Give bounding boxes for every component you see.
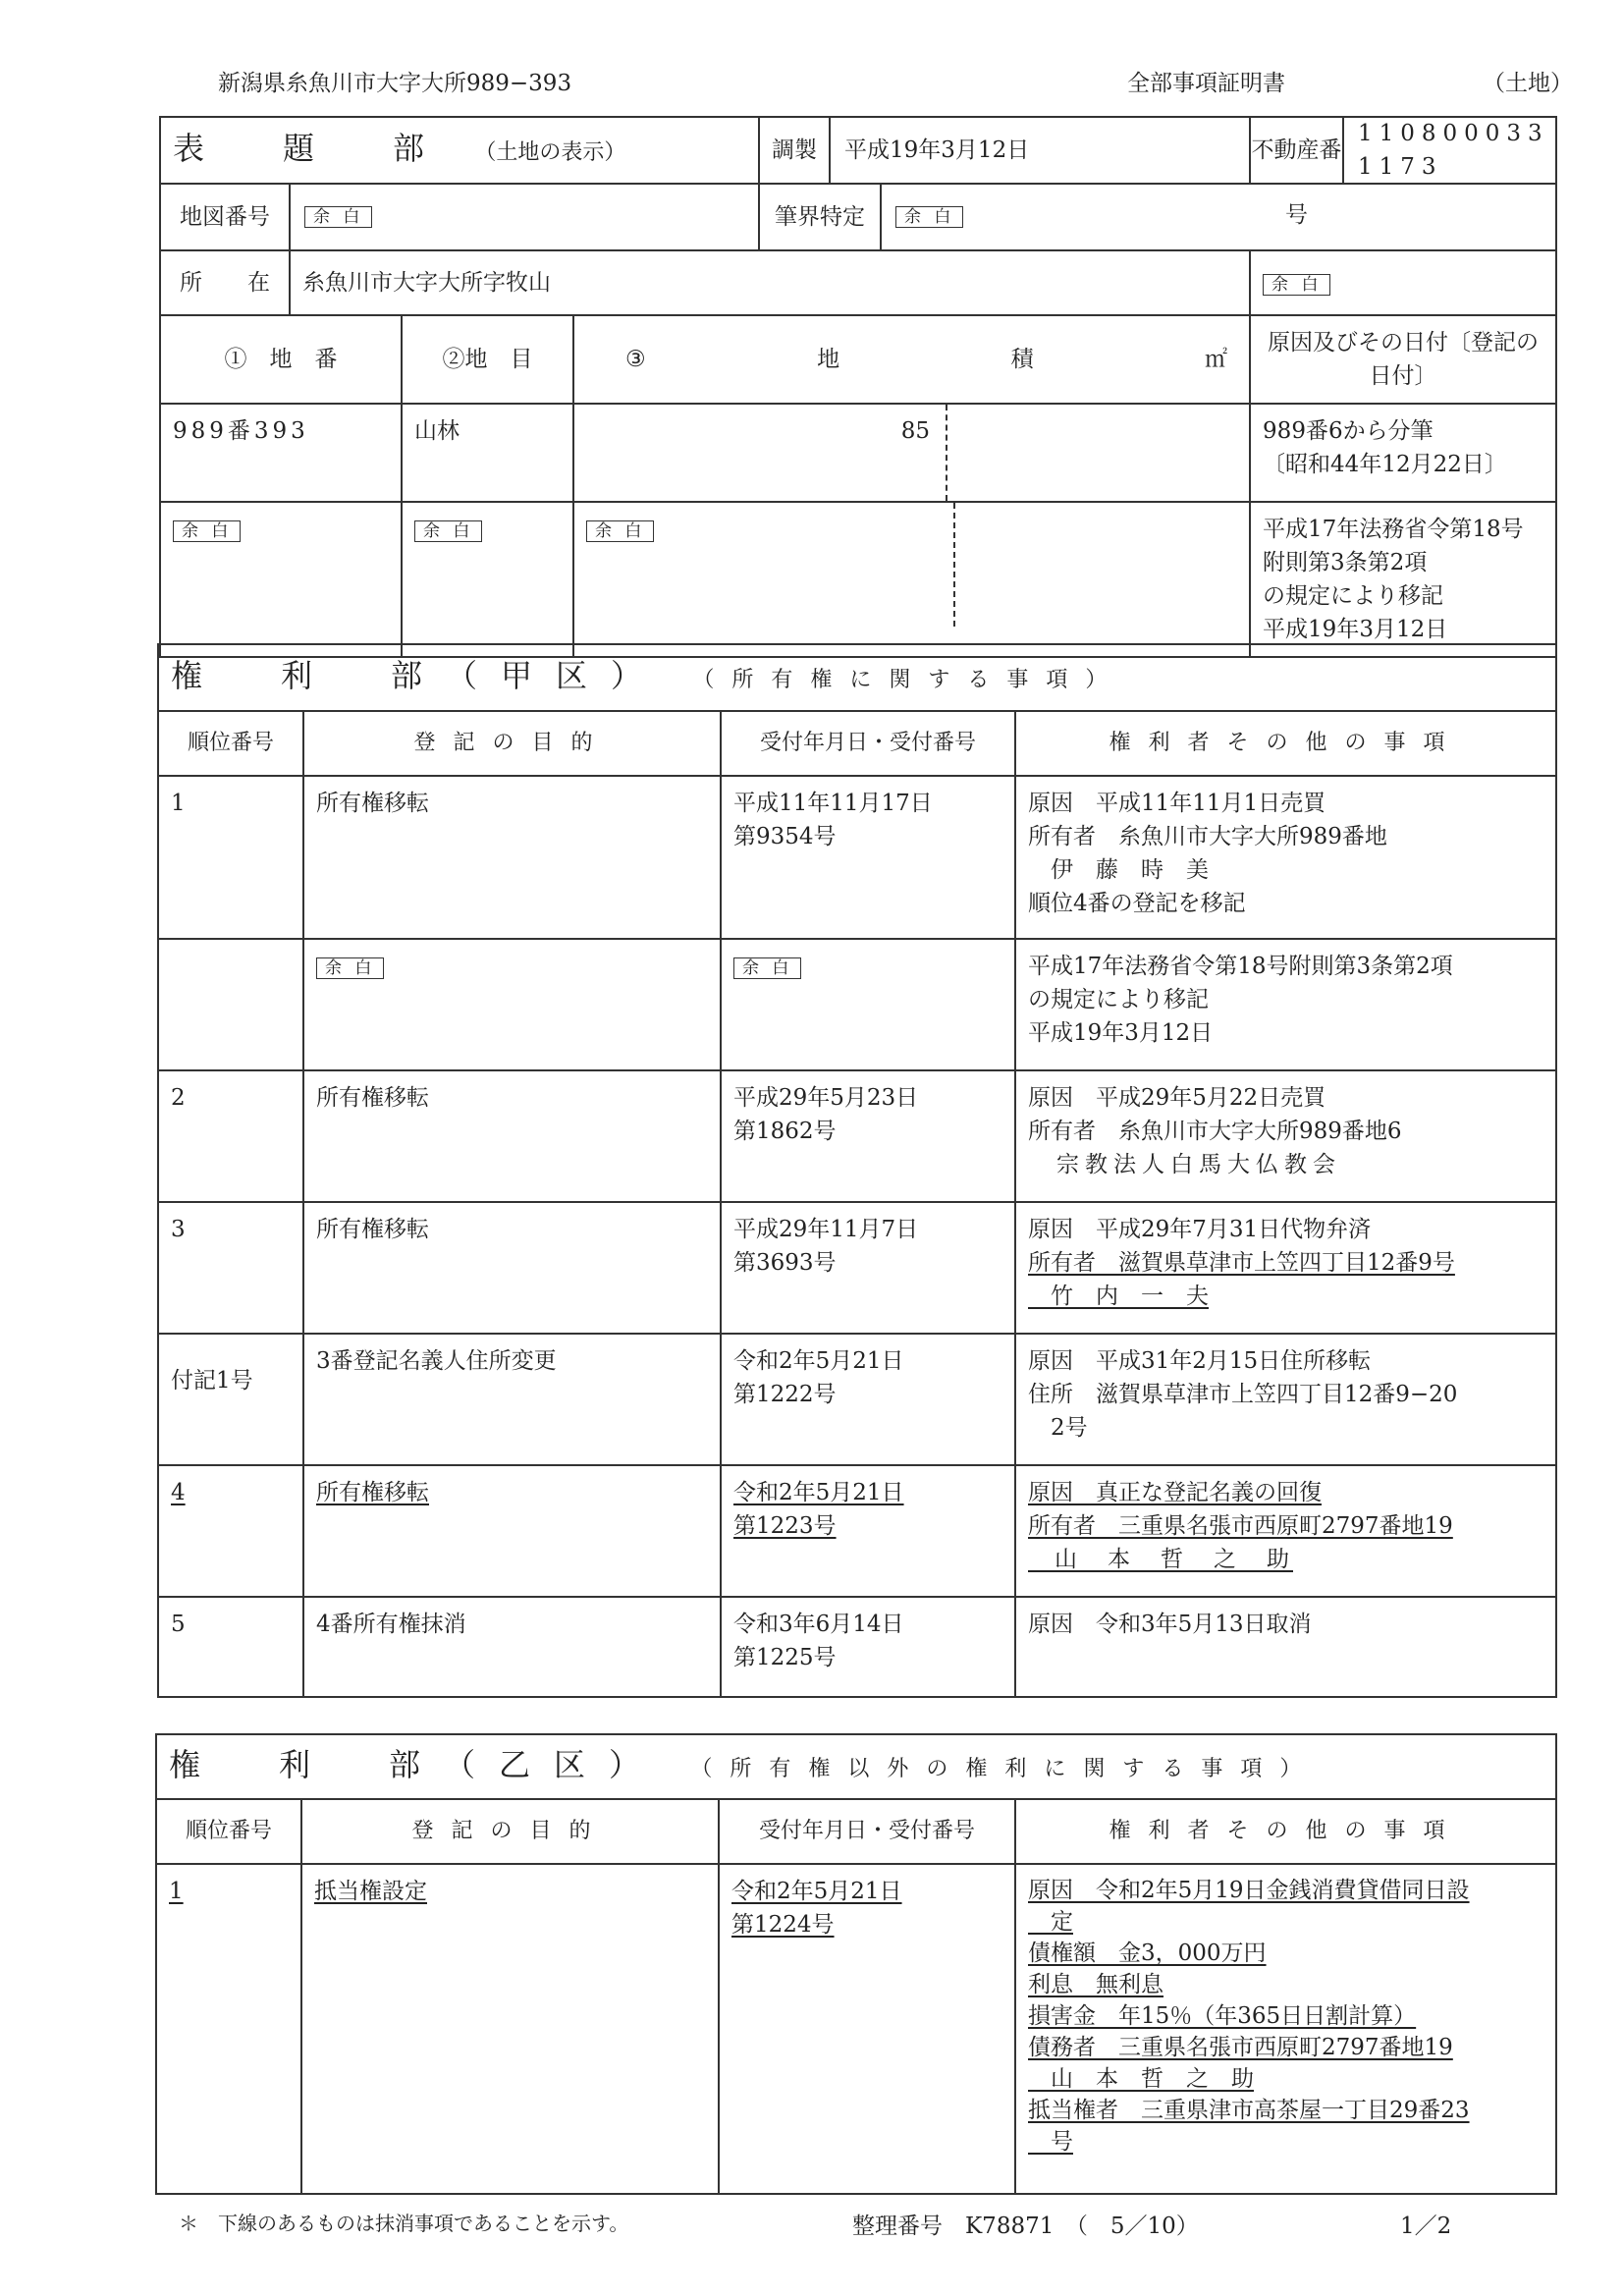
shozai-cell	[160, 250, 1250, 315]
hikkai-value: 余 白	[895, 206, 963, 228]
hyodai-title-cell	[160, 117, 759, 184]
kou-r2-recv-cell	[721, 939, 1015, 1070]
table-row	[158, 776, 1556, 939]
otsu-subtitle: （所有権以外の権利に関する事項）	[690, 1756, 1320, 1781]
row1-chiban: 989番393	[160, 404, 402, 502]
chosei-value: 平成19年3月12日	[844, 137, 1030, 163]
kou-r7-recv-date: 令和3年6月14日	[733, 1612, 904, 1637]
col-chiseki-num: ③	[625, 347, 646, 372]
detail-line: 順位4番の登記を移記	[1028, 891, 1246, 916]
kou-r4-recv-no: 第3693号	[733, 1250, 837, 1276]
kou-r4-recv	[721, 1202, 1015, 1334]
chosei-label: 調製	[760, 118, 831, 183]
otsu-r1-purpose: 抵当権設定	[301, 1864, 719, 2194]
kou-r3-purpose: 所有権移転	[303, 1070, 721, 1202]
col-chiseki-header	[573, 315, 1250, 404]
kou-r7-purpose: 4番所有権抹消	[303, 1597, 721, 1697]
kou-r2-num	[158, 939, 303, 1070]
shozai-note-cell	[1250, 250, 1556, 315]
chizu-value: 余 白	[304, 206, 372, 228]
detail-line: 損害金 年15％（年365日日割計算）	[1028, 2003, 1417, 2029]
chizu-label: 地図番号	[161, 185, 291, 249]
kou-subtitle: （所有権に関する事項）	[692, 667, 1125, 692]
table-row	[156, 1864, 1556, 2194]
otsu-title: 権 利 部（乙区）	[169, 1745, 665, 1783]
kou-r7-detail	[1015, 1597, 1556, 1697]
hikkai-cell	[759, 184, 1556, 250]
row1-chiseki: 85	[574, 405, 947, 501]
kou-title: 権 利 部（甲区）	[171, 656, 667, 694]
kou-r5-recv-no: 第1222号	[733, 1382, 837, 1407]
fudosan-value: 1108000331173	[1357, 121, 1549, 180]
col-chiban-header: ① 地 番	[160, 315, 402, 404]
kou-r5-recv-date: 令和2年5月21日	[733, 1348, 904, 1374]
shozai-value: 糸魚川市大字大所字牧山	[302, 270, 551, 296]
detail-line: 債務者 三重県名張市西原町2797番地19	[1028, 2035, 1453, 2060]
kou-title-cell	[158, 644, 1556, 711]
detail-line: 原因 令和2年5月19日金銭消費貸借同日設	[1028, 1878, 1470, 1903]
table-row	[158, 1202, 1556, 1334]
table-row	[158, 939, 1556, 1070]
row2-cause-line: の規定により移記	[1263, 583, 1444, 609]
row2-chimoku-cell	[402, 502, 573, 657]
detail-line: 号	[1028, 2129, 1073, 2155]
kou-r5-purpose: 3番登記名義人住所変更	[303, 1334, 721, 1465]
shozai-note: 余 白	[1263, 274, 1330, 296]
kou-r2-purpose: 余 白	[316, 957, 384, 979]
detail-line: の規定により移記	[1028, 987, 1209, 1012]
kou-r1-purpose: 所有権移転	[303, 776, 721, 939]
kou-r3-recv-date: 平成29年5月23日	[733, 1085, 919, 1111]
detail-line: 抵当権者 三重県津市高茶屋一丁目29番23	[1028, 2098, 1470, 2123]
footer-page: 1／2	[1400, 2214, 1452, 2239]
otsu-r1-recv-no: 第1224号	[731, 1912, 835, 1938]
detail-line: 平成17年法務省令第18号附則第3条第2項	[1028, 954, 1453, 979]
table-row	[158, 1334, 1556, 1465]
kou-r1-recv-no: 第9354号	[733, 824, 837, 849]
row1-chiseki-cell	[573, 404, 1250, 502]
kou-r7-recv-no: 第1225号	[733, 1645, 837, 1670]
row1-cause	[1250, 404, 1556, 502]
chosei-cell	[759, 117, 1250, 184]
row2-cause-line: 平成19年3月12日	[1263, 617, 1448, 642]
kou-r5-detail	[1015, 1334, 1556, 1465]
row2-chimoku: 余 白	[414, 520, 482, 542]
kou-r6-recv	[721, 1465, 1015, 1597]
row2-cause-line: 平成17年法務省令第18号附則第3条第2項	[1263, 517, 1524, 575]
kou-r7-num: 5	[158, 1597, 303, 1697]
row2-chiban: 余 白	[173, 520, 241, 542]
kou-r1-num: 1	[158, 776, 303, 939]
kou-r4-purpose: 所有権移転	[303, 1202, 721, 1334]
fudosan-cell	[1250, 117, 1556, 228]
col-chiseki-a: 地	[817, 347, 840, 372]
detail-line: 山 本 哲 之 助	[1028, 2066, 1254, 2092]
kou-col-detail: 権利者その他の事項	[1015, 711, 1556, 776]
detail-line: 竹 内 一 夫	[1028, 1284, 1209, 1309]
kou-r1-detail	[1015, 776, 1556, 939]
kou-r6-num: 4	[158, 1465, 303, 1597]
fudosan-label: 不動産番号	[1251, 118, 1344, 183]
kou-r6-recv-no: 第1223号	[733, 1513, 837, 1539]
detail-line: 原因 平成11年11月1日売買	[1028, 791, 1326, 816]
otsu-r1-recv	[719, 1864, 1015, 2194]
otsu-r1-num: 1	[156, 1864, 301, 2194]
detail-line: 所有者 糸魚川市大字大所989番地	[1028, 824, 1387, 849]
detail-line: 原因 平成31年2月15日住所移転	[1028, 1348, 1372, 1374]
hikkai-label: 筆界特定	[760, 185, 882, 249]
detail-line: 山 本 哲 之 助	[1028, 1547, 1293, 1572]
kou-r6-detail	[1015, 1465, 1556, 1597]
col-cause-header: 原因及びその日付〔登記の日付〕	[1250, 315, 1556, 404]
kou-r3-recv	[721, 1070, 1015, 1202]
otsu-col-detail: 権利者その他の事項	[1015, 1799, 1556, 1864]
kou-col-recv: 受付年月日・受付番号	[721, 711, 1015, 776]
detail-line: 原因 平成29年5月22日売買	[1028, 1085, 1326, 1111]
row1-cause-line: 〔昭和44年12月22日〕	[1263, 452, 1507, 477]
detail-line: 平成19年3月12日	[1028, 1020, 1214, 1046]
kou-r3-recv-no: 第1862号	[733, 1119, 837, 1144]
kou-r6-recv-date: 令和2年5月21日	[733, 1480, 904, 1505]
otsu-title-cell	[156, 1734, 1556, 1799]
kou-r2-recv: 余 白	[733, 957, 801, 979]
otsu-r1-recv-date: 令和2年5月21日	[731, 1879, 902, 1904]
detail-line: 利息 無利息	[1028, 1972, 1163, 1997]
detail-line: 所有者 三重県名張市西原町2797番地19	[1028, 1513, 1453, 1539]
otsu-col-num: 順位番号	[156, 1799, 301, 1864]
footer-seiri: 整理番号 K78871 （ 5／10）	[852, 2214, 1199, 2239]
row2-chiban-cell	[160, 502, 402, 657]
kou-r4-num: 3	[158, 1202, 303, 1334]
detail-line: 債権額 金3，000万円	[1028, 1941, 1267, 1966]
kou-r7-recv	[721, 1597, 1015, 1697]
kou-r3-num: 2	[158, 1070, 303, 1202]
detail-line: 宗教法人白馬大仏教会	[1028, 1152, 1341, 1177]
kou-col-num: 順位番号	[158, 711, 303, 776]
shozai-label: 所 在	[161, 251, 291, 314]
table-row	[158, 1465, 1556, 1597]
detail-line: 住所 滋賀県草津市上笠四丁目12番9−20	[1028, 1382, 1458, 1407]
col-chiseki-unit: ㎡	[1205, 347, 1228, 372]
kou-r4-detail	[1015, 1202, 1556, 1334]
row2-chiseki: 余 白	[586, 520, 654, 542]
row2-chiseki-cell	[573, 502, 1250, 657]
header-address: 新潟県糸魚川市大字大所989−393	[218, 71, 572, 96]
kou-r4-recv-date: 平成29年11月7日	[733, 1217, 919, 1242]
detail-line: 原因 平成29年7月31日代物弁済	[1028, 1217, 1372, 1242]
chizu-cell	[160, 184, 759, 250]
kou-r5-num: 付記1号	[158, 1334, 303, 1465]
footer-note: ＊ 下線のあるものは抹消事項であることを示す。	[179, 2212, 629, 2235]
col-chiseki-b: 積	[1010, 347, 1034, 372]
table-row	[158, 1070, 1556, 1202]
kou-col-purpose: 登記の目的	[303, 711, 721, 776]
kou-r3-detail	[1015, 1070, 1556, 1202]
detail-line: 伊 藤 時 美	[1028, 857, 1209, 883]
kou-r6-purpose: 所有権移転	[303, 1465, 721, 1597]
detail-line: 所有者 糸魚川市大字大所989番地6	[1028, 1119, 1402, 1144]
otsu-table	[155, 1733, 1557, 2195]
detail-line: 2号	[1028, 1415, 1088, 1441]
detail-line: 定	[1028, 1909, 1073, 1935]
header-cert-title: 全部事項証明書	[1127, 71, 1285, 96]
hyodai-subtitle: （土地の表示）	[474, 139, 626, 165]
detail-line: 所有者 滋賀県草津市上笠四丁目12番9号	[1028, 1250, 1455, 1276]
otsu-col-recv: 受付年月日・受付番号	[719, 1799, 1015, 1864]
header-type: （土地）	[1483, 71, 1573, 96]
kou-r1-recv	[721, 776, 1015, 939]
kou-r2-purpose-cell	[303, 939, 721, 1070]
kou-table	[157, 643, 1557, 1698]
kou-r1-recv-date: 平成11年11月17日	[733, 791, 933, 816]
detail-line: 原因 真正な登記名義の回復	[1028, 1480, 1322, 1505]
row1-cause-line: 989番6から分筆	[1263, 418, 1434, 444]
hyodai-table	[159, 116, 1557, 658]
kou-r5-recv	[721, 1334, 1015, 1465]
kou-r2-detail	[1015, 939, 1556, 1070]
hyodai-title: 表 題 部	[173, 129, 449, 167]
row1-chimoku: 山林	[402, 404, 573, 502]
otsu-r1-detail	[1015, 1864, 1556, 2194]
row2-cause	[1250, 502, 1556, 657]
otsu-col-purpose: 登記の目的	[301, 1799, 719, 1864]
col-chimoku-header: ②地 目	[402, 315, 573, 404]
detail-line: 原因 令和3年5月13日取消	[1028, 1612, 1312, 1637]
table-row	[158, 1597, 1556, 1697]
